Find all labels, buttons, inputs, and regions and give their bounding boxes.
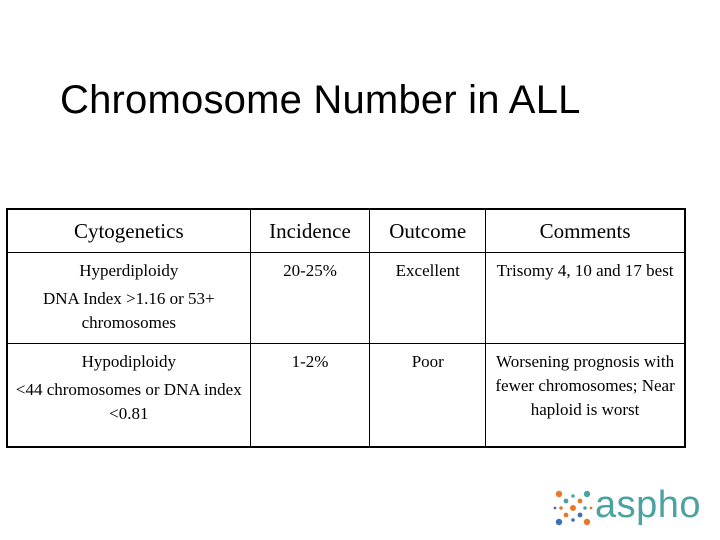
cell-comments: Trisomy 4, 10 and 17 best [486, 253, 685, 344]
logo-wordmark: aspho [595, 484, 702, 526]
logo-dot [571, 494, 575, 498]
cytogenetics-main: Hyperdiploidy [79, 261, 179, 280]
slide-title: Chromosome Number in ALL [60, 78, 581, 122]
table-row [7, 344, 685, 448]
logo-dot [564, 513, 569, 518]
cytogenetics-sub: <44 chromosomes or DNA index <0.81 [15, 380, 242, 423]
logo-dot [556, 519, 562, 525]
cytogenetics-sub: DNA Index >1.16 or 53+ chromosomes [42, 289, 215, 332]
logo-dot [556, 491, 562, 497]
header-cytogenetics: Cytogenetics [7, 209, 250, 253]
cell-incidence: 1-2% [250, 344, 370, 448]
cell-cytogenetics [7, 344, 250, 448]
header-outcome: Outcome [370, 209, 486, 253]
logo-dot [570, 505, 576, 511]
cell-outcome: Excellent [370, 253, 486, 344]
header-comments: Comments [486, 209, 685, 253]
header-incidence: Incidence [250, 209, 370, 253]
cell-comments: Worsening prognosis with fewer chromosomes; Near haploid is worst [486, 344, 685, 448]
cytogenetics-table [6, 208, 686, 448]
logo-dot [583, 506, 587, 510]
aspho-logo [553, 484, 713, 528]
logo-dot [559, 506, 563, 510]
cytogenetics-main: Hypodiploidy [81, 352, 177, 371]
logo-dot [584, 519, 590, 525]
cell-outcome: Poor [370, 344, 486, 448]
molecule-mark-icon [553, 488, 593, 528]
table-header-row [7, 209, 685, 253]
logo-dot [578, 513, 583, 518]
cell-incidence: 20-25% [250, 253, 370, 344]
logo-dot [584, 491, 590, 497]
logo-dot [564, 499, 569, 504]
logo-dot [571, 518, 575, 522]
logo-dot [590, 507, 593, 510]
cell-cytogenetics [7, 253, 250, 344]
logo-dot [578, 499, 583, 504]
table-row [7, 253, 685, 344]
logo-dot [554, 507, 557, 510]
